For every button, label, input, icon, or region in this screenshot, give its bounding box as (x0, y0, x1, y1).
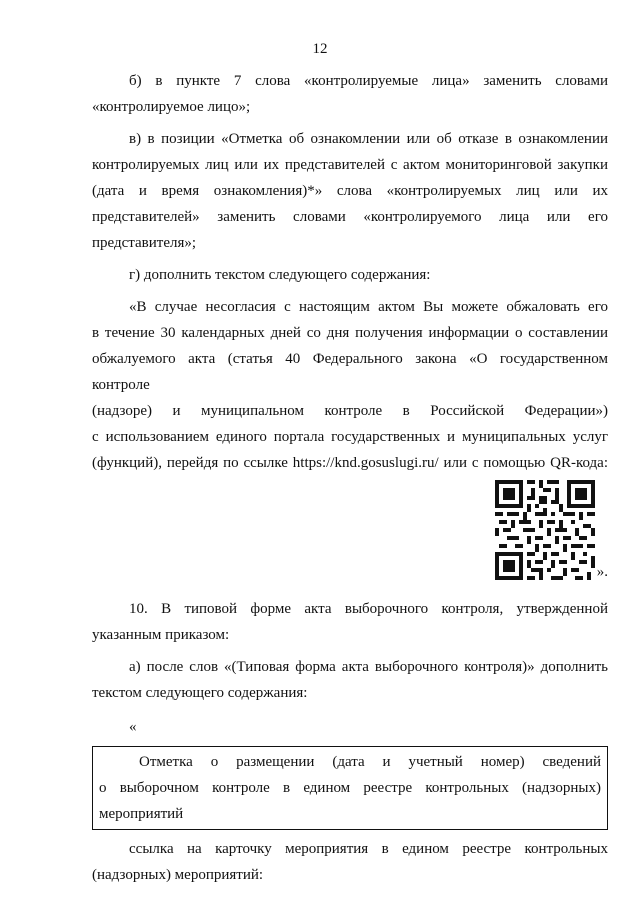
text-line: обжалуемого акта (статья 40 Федерального закона «О государственном контроле (92, 351, 608, 393)
text-line: представителей» заменить словами «контролируемого лица или его (92, 209, 608, 225)
text-line: в течение 30 календарных дней со дня получения информации о составлении (92, 325, 608, 341)
document-body (92, 68, 608, 888)
text-line: представителя»; (92, 235, 197, 251)
paragraph-item-v (92, 126, 608, 256)
text-line: б) в пункте 7 слова «контролируемые лица» заменить словами (129, 73, 608, 89)
text-line: «контролируемое лицо»; (92, 99, 251, 115)
text-line: Отметка о размещении (дата и учетный номер) сведений (139, 754, 601, 770)
paragraph-item-10 (92, 596, 608, 648)
text-line: (дата и время ознакомления)*» слова «контролируемых лиц или их (92, 183, 608, 199)
text-line: 10. В типовой форме акта выборочного контроля, утвержденной (129, 601, 608, 617)
text-line: мероприятий (99, 806, 184, 822)
text-line: указанным приказом: (92, 627, 230, 643)
qr-row (92, 480, 608, 580)
paragraph-item-b (92, 68, 608, 120)
opening-quote: « (129, 719, 137, 735)
text-line: текстом следующего содержания: (92, 685, 308, 701)
text-line: ссылка на карточку мероприятия в едином реестре контрольных (129, 841, 608, 857)
closing-quote: ». (596, 564, 608, 580)
paragraph-item-g (92, 262, 608, 288)
text-line: «В случае несогласия с настоящим актом Вы можете обжаловать его (129, 299, 608, 315)
text-line: с использованием единого портала государственных и муниципальных услуг (92, 429, 608, 445)
text-line: (функций), перейдя по ссылке https://knd.gosuslugi.ru/ или с помощью QR-кода: (92, 455, 608, 471)
paragraph-item-a (92, 654, 608, 706)
text-line: (надзоре) и муниципальном контроле в Российской Федерации») (92, 403, 608, 419)
qr-code-icon (495, 480, 595, 580)
text-line: (надзорных) мероприятий: (92, 867, 264, 883)
paragraph-link (92, 836, 608, 888)
text-line: контролируемых лиц или их представителей с актом мониторинговой закупки (92, 157, 608, 173)
text-line: а) после слов «(Типовая форма акта выборочного контроля)» дополнить (129, 659, 608, 675)
text-line: в) в позиции «Отметка об ознакомлении или об отказе в ознакомлении (129, 131, 608, 147)
paragraph-quote (92, 294, 608, 580)
inserted-form-box (92, 746, 608, 830)
text-line: г) дополнить текстом следующего содержания: (129, 267, 431, 283)
text-line: о выборочном контроле в едином реестре контрольных (надзорных) (99, 780, 601, 796)
page-number: 12 (312, 41, 328, 57)
